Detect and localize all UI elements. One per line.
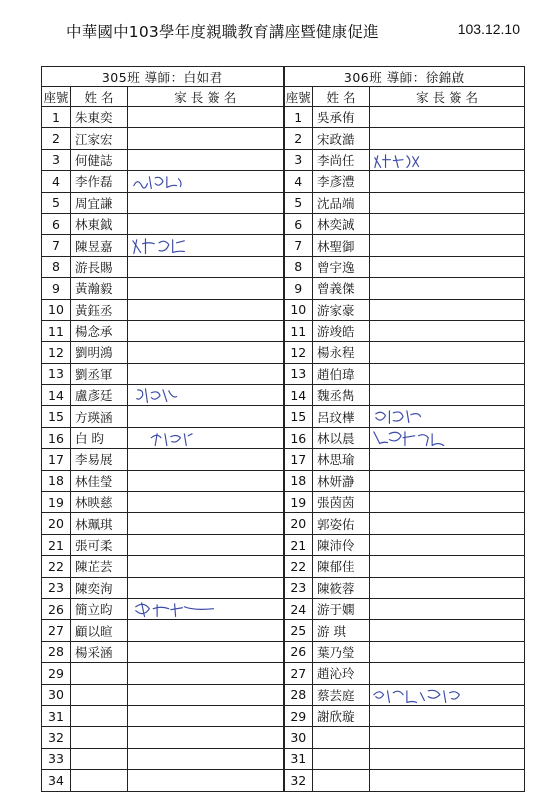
col-name-header: 姓 名 (71, 87, 128, 107)
table-row (42, 641, 525, 662)
signature-stroke (375, 155, 419, 168)
parent-signature-cell (128, 320, 284, 341)
seat-number: 8 (42, 256, 71, 277)
signature-stroke (376, 411, 421, 424)
student-name: 張茵茵 (313, 492, 370, 513)
seat-number: 22 (284, 556, 313, 577)
student-name: 蔡芸庭 (313, 684, 370, 705)
student-name: 林東鉞 (71, 213, 128, 234)
seat-number: 20 (42, 513, 71, 534)
seat-number: 18 (42, 470, 71, 491)
table-row (42, 320, 525, 341)
sheet-header (40, 20, 520, 42)
seat-number: 30 (42, 684, 71, 705)
handwritten-signature (370, 406, 524, 426)
student-name: 江家宏 (71, 128, 128, 149)
student-name (71, 770, 128, 791)
seat-number: 13 (284, 363, 313, 384)
student-name: 林思瑜 (313, 449, 370, 470)
student-name (71, 663, 128, 684)
student-name: 趙沁玲 (313, 663, 370, 684)
table-row (42, 427, 525, 448)
table-row (42, 107, 525, 128)
student-name: 吳承侑 (313, 107, 370, 128)
student-name (313, 748, 370, 769)
table-row (42, 213, 525, 234)
seat-number: 15 (42, 406, 71, 427)
student-name: 曾義傑 (313, 278, 370, 299)
parent-signature-cell (128, 577, 284, 598)
seat-number: 28 (42, 641, 71, 662)
table-row (42, 534, 525, 555)
table-row (42, 492, 525, 513)
seat-number: 22 (42, 556, 71, 577)
class-305-line: 305班 導師：白如君 (42, 67, 284, 87)
student-name: 林聖御 (313, 235, 370, 256)
student-name: 林妍瀞 (313, 470, 370, 491)
seat-number: 26 (42, 598, 71, 619)
student-name: 趙伯瑋 (313, 363, 370, 384)
student-name: 林佳瑩 (71, 470, 128, 491)
seat-number: 1 (42, 107, 71, 128)
table-row (42, 449, 525, 470)
col-seat-header: 座號 (284, 87, 313, 107)
student-name: 周宜謙 (71, 192, 128, 213)
student-name: 朱東奕 (71, 107, 128, 128)
handwritten-signature (128, 171, 283, 191)
parent-signature-cell (370, 705, 525, 726)
student-name: 宋政澔 (313, 128, 370, 149)
seat-number: 7 (284, 235, 313, 256)
parent-signature-cell (128, 449, 284, 470)
student-name (71, 727, 128, 748)
signature-stroke (374, 690, 459, 702)
parent-signature-cell (128, 705, 284, 726)
parent-signature-cell (128, 556, 284, 577)
parent-signature-cell (370, 406, 525, 427)
parent-signature-cell (370, 385, 525, 406)
seat-number: 10 (284, 299, 313, 320)
student-name: 魏丞雋 (313, 385, 370, 406)
signature-table (41, 66, 525, 792)
seat-number: 23 (42, 577, 71, 598)
student-name: 李易展 (71, 449, 128, 470)
student-name: 游長賜 (71, 256, 128, 277)
parent-signature-cell (370, 192, 525, 213)
seat-number: 23 (284, 577, 313, 598)
seat-number: 31 (42, 705, 71, 726)
parent-signature-cell (128, 171, 284, 192)
signature-stroke (133, 239, 184, 254)
table-row (42, 513, 525, 534)
seat-number: 5 (284, 192, 313, 213)
table-row (42, 727, 525, 748)
signature-stroke (134, 177, 181, 189)
student-name (313, 770, 370, 791)
seat-number: 10 (42, 299, 71, 320)
handwritten-signature (128, 385, 283, 405)
parent-signature-cell (370, 363, 525, 384)
seat-number: 3 (42, 149, 71, 170)
table-row (42, 256, 525, 277)
table-row (42, 470, 525, 491)
student-name: 游 琪 (313, 620, 370, 641)
parent-signature-cell (128, 406, 284, 427)
seat-number: 19 (284, 492, 313, 513)
parent-signature-cell (370, 278, 525, 299)
parent-signature-cell (370, 492, 525, 513)
parent-signature-cell (370, 534, 525, 555)
parent-signature-cell (370, 449, 525, 470)
parent-signature-cell (128, 149, 284, 170)
seat-number: 33 (42, 748, 71, 769)
parent-signature-cell (128, 492, 284, 513)
student-name: 陳郁佳 (313, 556, 370, 577)
seat-number: 4 (42, 171, 71, 192)
signature-stroke (374, 432, 444, 446)
signature-stroke (151, 434, 192, 446)
parent-signature-cell (370, 727, 525, 748)
parent-signature-cell (370, 427, 525, 448)
col-sign-header: 家 長 簽 名 (128, 87, 284, 107)
table-row (42, 149, 525, 170)
student-name (313, 727, 370, 748)
table-row (42, 299, 525, 320)
seat-number: 27 (284, 663, 313, 684)
seat-number: 8 (284, 256, 313, 277)
parent-signature-cell (128, 513, 284, 534)
parent-signature-cell (128, 598, 284, 619)
seat-number: 17 (284, 449, 313, 470)
col-seat-header: 座號 (42, 87, 71, 107)
table-row (42, 577, 525, 598)
table-row (42, 598, 525, 619)
table-row (42, 620, 525, 641)
class-306-line: 306班 導師：徐錦啟 (284, 67, 525, 87)
seat-number: 18 (284, 470, 313, 491)
handwritten-signature (128, 235, 283, 255)
table-row (42, 748, 525, 769)
table-row (42, 235, 525, 256)
student-name: 黃鈺丞 (71, 299, 128, 320)
table-row (42, 171, 525, 192)
parent-signature-cell (128, 727, 284, 748)
table-row (42, 705, 525, 726)
seat-number: 30 (284, 727, 313, 748)
col-name-header: 姓 名 (313, 87, 370, 107)
parent-signature-cell (128, 770, 284, 791)
student-name: 林奕誠 (313, 213, 370, 234)
sheet-title: 中華國中103學年度親職教育講座暨健康促進 (66, 23, 379, 41)
seat-number: 24 (284, 598, 313, 619)
student-name: 張可柔 (71, 534, 128, 555)
student-name: 方瑛涵 (71, 406, 128, 427)
parent-signature-cell (370, 663, 525, 684)
parent-signature-cell (128, 385, 284, 406)
seat-number: 16 (42, 427, 71, 448)
parent-signature-cell (128, 278, 284, 299)
student-name: 何健誌 (71, 149, 128, 170)
seat-number: 11 (284, 320, 313, 341)
student-name: 劉丞軍 (71, 363, 128, 384)
seat-number: 2 (42, 128, 71, 149)
student-name: 陳芷芸 (71, 556, 128, 577)
student-name: 游家豪 (313, 299, 370, 320)
seat-number: 4 (284, 171, 313, 192)
class-header-row (42, 67, 525, 87)
student-name: 林珮琪 (71, 513, 128, 534)
handwritten-signature (370, 150, 524, 170)
seat-number: 32 (42, 727, 71, 748)
table-row (42, 663, 525, 684)
signature-table-body (42, 67, 525, 792)
parent-signature-cell (370, 235, 525, 256)
student-name: 李作磊 (71, 171, 128, 192)
student-name: 林映慈 (71, 492, 128, 513)
student-name: 李彥澧 (313, 171, 370, 192)
seat-number: 9 (284, 278, 313, 299)
parent-signature-cell (370, 748, 525, 769)
seat-number: 26 (284, 641, 313, 662)
parent-signature-cell (128, 192, 284, 213)
table-row (42, 684, 525, 705)
table-row (42, 363, 525, 384)
parent-signature-cell (128, 684, 284, 705)
parent-signature-cell (370, 149, 525, 170)
signature-stroke (136, 603, 214, 617)
student-name: 楊采涵 (71, 641, 128, 662)
parent-signature-cell (128, 299, 284, 320)
seat-number: 28 (284, 684, 313, 705)
parent-signature-cell (128, 534, 284, 555)
seat-number: 14 (42, 385, 71, 406)
student-name: 游竣皓 (313, 320, 370, 341)
parent-signature-cell (370, 641, 525, 662)
parent-signature-cell (370, 299, 525, 320)
table-row (42, 192, 525, 213)
parent-signature-cell (128, 256, 284, 277)
student-name: 游于嫻 (313, 598, 370, 619)
parent-signature-cell (370, 556, 525, 577)
seat-number: 6 (42, 213, 71, 234)
seat-number: 15 (284, 406, 313, 427)
student-name: 劉明鴻 (71, 342, 128, 363)
parent-signature-cell (370, 620, 525, 641)
seat-number: 2 (284, 128, 313, 149)
seat-number: 9 (42, 278, 71, 299)
student-name: 陳沛伶 (313, 534, 370, 555)
student-name: 黃瀚毅 (71, 278, 128, 299)
parent-signature-cell (370, 598, 525, 619)
student-name: 楊永程 (313, 342, 370, 363)
handwritten-signature (128, 428, 283, 448)
parent-signature-cell (128, 620, 284, 641)
seat-number: 21 (284, 534, 313, 555)
parent-signature-cell (370, 513, 525, 534)
table-row (42, 128, 525, 149)
seat-number: 29 (42, 663, 71, 684)
seat-number: 5 (42, 192, 71, 213)
table-row (42, 385, 525, 406)
parent-signature-cell (370, 128, 525, 149)
seat-number: 13 (42, 363, 71, 384)
seat-number: 3 (284, 149, 313, 170)
seat-number: 32 (284, 770, 313, 791)
col-sign-header: 家 長 簽 名 (370, 87, 525, 107)
student-name: 簡立昀 (71, 598, 128, 619)
column-header-row (42, 87, 525, 107)
parent-signature-cell (370, 107, 525, 128)
parent-signature-cell (370, 470, 525, 491)
parent-signature-cell (370, 770, 525, 791)
parent-signature-cell (128, 235, 284, 256)
seat-number: 7 (42, 235, 71, 256)
seat-number: 34 (42, 770, 71, 791)
seat-number: 21 (42, 534, 71, 555)
handwritten-signature (128, 599, 283, 619)
student-name: 沈品端 (313, 192, 370, 213)
student-name: 顧以暄 (71, 620, 128, 641)
parent-signature-cell (128, 427, 284, 448)
student-name (71, 748, 128, 769)
parent-signature-cell (370, 320, 525, 341)
seat-number: 25 (284, 620, 313, 641)
parent-signature-cell (370, 213, 525, 234)
student-name (71, 684, 128, 705)
table-row (42, 556, 525, 577)
student-name: 白 昀 (71, 427, 128, 448)
parent-signature-cell (128, 213, 284, 234)
student-name: 葉乃瑩 (313, 641, 370, 662)
parent-signature-cell (370, 171, 525, 192)
seat-number: 6 (284, 213, 313, 234)
seat-number: 16 (284, 427, 313, 448)
student-name: 陳奕洵 (71, 577, 128, 598)
table-row (42, 770, 525, 791)
student-name: 林以晨 (313, 427, 370, 448)
student-name: 楊念承 (71, 320, 128, 341)
seat-number: 20 (284, 513, 313, 534)
seat-number: 31 (284, 748, 313, 769)
sheet-date: 103.12.10 (457, 21, 520, 37)
seat-number: 1 (284, 107, 313, 128)
parent-signature-cell (128, 107, 284, 128)
parent-signature-cell (370, 577, 525, 598)
seat-number: 12 (284, 342, 313, 363)
parent-signature-cell (128, 128, 284, 149)
seat-number: 12 (42, 342, 71, 363)
student-name: 曾宇逸 (313, 256, 370, 277)
table-row (42, 342, 525, 363)
parent-signature-cell (128, 470, 284, 491)
table-row (42, 406, 525, 427)
parent-signature-cell (370, 256, 525, 277)
seat-number: 19 (42, 492, 71, 513)
student-name: 郭姿佑 (313, 513, 370, 534)
handwritten-signature (370, 428, 524, 448)
student-name: 李尚任 (313, 149, 370, 170)
parent-signature-cell (128, 663, 284, 684)
parent-signature-cell (370, 342, 525, 363)
seat-number: 29 (284, 705, 313, 726)
student-name: 呂玟樺 (313, 406, 370, 427)
seat-number: 17 (42, 449, 71, 470)
student-name: 謝欣璇 (313, 705, 370, 726)
student-name: 陳昱嘉 (71, 235, 128, 256)
handwritten-signature (370, 685, 524, 705)
student-name: 陳筱蓉 (313, 577, 370, 598)
parent-signature-cell (370, 684, 525, 705)
seat-number: 11 (42, 320, 71, 341)
parent-signature-cell (128, 641, 284, 662)
student-name: 盧彥廷 (71, 385, 128, 406)
signature-stroke (137, 389, 177, 403)
parent-signature-cell (128, 748, 284, 769)
parent-signature-cell (128, 342, 284, 363)
table-row (42, 278, 525, 299)
student-name (71, 705, 128, 726)
seat-number: 14 (284, 385, 313, 406)
parent-signature-cell (128, 363, 284, 384)
seat-number: 27 (42, 620, 71, 641)
